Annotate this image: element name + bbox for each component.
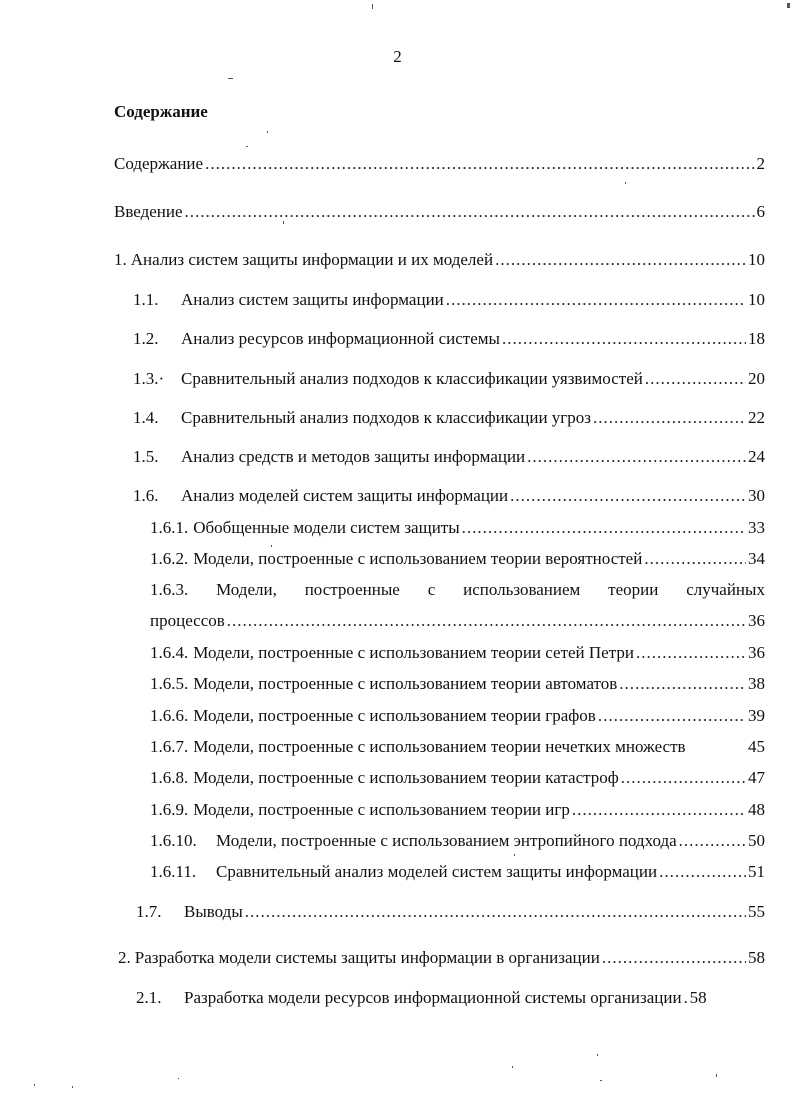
leader-dots bbox=[684, 986, 688, 1010]
toc-entry-1-6-5 bbox=[150, 672, 765, 696]
toc-page: 39 bbox=[748, 706, 765, 725]
toc-page: 34 bbox=[748, 549, 765, 568]
leader-dots bbox=[679, 829, 746, 853]
leader-dots bbox=[205, 152, 754, 176]
toc-number: 1.6.2. bbox=[150, 549, 189, 568]
toc-entry-1-6-3-line2 bbox=[150, 609, 765, 633]
toc-title: Модели, построенные с использованием теории автоматов bbox=[193, 674, 618, 693]
toc-number: 1.6.3. bbox=[150, 580, 189, 599]
toc-title: Введение bbox=[114, 202, 183, 221]
scan-speck bbox=[34, 1084, 35, 1086]
leader-dots bbox=[621, 766, 746, 790]
toc-entry-1-6-7 bbox=[150, 735, 765, 759]
leader-dots bbox=[185, 200, 755, 224]
toc-entry-1-3 bbox=[133, 367, 765, 391]
leader-dots bbox=[602, 946, 746, 970]
leader-dots bbox=[593, 406, 746, 430]
toc-page: 50 bbox=[748, 831, 765, 850]
toc-entry-1-4 bbox=[133, 406, 765, 430]
toc-title: Сравнительный анализ подходов к классификации уязвимостей bbox=[181, 369, 643, 388]
leader-dots bbox=[462, 516, 746, 540]
toc-title: Анализ ресурсов информационной системы bbox=[181, 329, 500, 348]
toc-page: 51 bbox=[748, 862, 765, 881]
toc-page: 6 bbox=[756, 202, 765, 221]
leader-dots bbox=[495, 248, 746, 272]
toc-title: Модели, построенные с использованием теории сетей Петри bbox=[193, 643, 634, 662]
toc-entry-1-6-4 bbox=[150, 641, 765, 665]
leader-dots bbox=[227, 609, 746, 633]
toc-title: Сравнительный анализ моделей систем защиты информации bbox=[216, 862, 658, 881]
toc-number: 2. bbox=[118, 948, 131, 967]
toc-page: 36 bbox=[748, 611, 765, 630]
toc-page: 22 bbox=[748, 408, 765, 427]
toc-page: 45 bbox=[748, 737, 765, 756]
toc-entry-1-6-3-line1 bbox=[150, 578, 765, 602]
toc-number: 1. bbox=[114, 250, 127, 269]
toc-entry-introduction bbox=[114, 200, 765, 224]
leader-dots bbox=[572, 798, 746, 822]
toc-entry-1-2 bbox=[133, 327, 765, 351]
toc-title: Модели, построенные с использованием теории нечетких множеств bbox=[193, 737, 686, 756]
leader-dots bbox=[644, 547, 746, 571]
leader-dots bbox=[527, 445, 746, 469]
toc-number: 1.6. bbox=[133, 486, 159, 505]
leader-dots bbox=[598, 704, 746, 728]
toc-title: Анализ средств и методов защиты информации bbox=[181, 447, 526, 466]
toc-title: процессов bbox=[150, 611, 225, 630]
toc-page: 18 bbox=[748, 329, 765, 348]
toc-title: Разработка модели системы защиты информации в организации bbox=[134, 948, 600, 967]
toc-title: Модели, построенные с использованием теории катастроф bbox=[193, 768, 619, 787]
toc-number: 1.5. bbox=[133, 447, 159, 466]
toc-number: 1.6.9. bbox=[150, 800, 189, 819]
toc-entry-1-1 bbox=[133, 288, 765, 312]
toc-number: 1.6.6. bbox=[150, 706, 189, 725]
toc-entry-1-6-1 bbox=[150, 516, 765, 540]
scan-speck bbox=[72, 1086, 73, 1088]
toc-entry-1-6-6 bbox=[150, 704, 765, 728]
toc-number: 1.7. bbox=[136, 902, 162, 921]
leader-dots bbox=[510, 484, 746, 508]
toc-title: Разработка модели ресурсов информационной системы организации bbox=[184, 988, 682, 1007]
toc-number: 1.6.4. bbox=[150, 643, 189, 662]
scan-speck bbox=[787, 3, 790, 8]
toc-word: случайных bbox=[686, 580, 765, 599]
toc-entry-1-5 bbox=[133, 445, 765, 469]
toc-page: 58 bbox=[748, 948, 765, 967]
toc-title: Анализ систем защиты информации bbox=[181, 290, 444, 309]
toc-title: Сравнительный анализ подходов к классификации угроз bbox=[181, 408, 591, 427]
toc-title: Анализ моделей систем защиты информации bbox=[181, 486, 509, 505]
toc-page: 20 bbox=[748, 369, 765, 388]
toc-page: 10 bbox=[748, 290, 765, 309]
toc-title: Модели, построенные с использованием энтропийного подхода bbox=[216, 831, 677, 850]
toc-number: 1.2. bbox=[133, 329, 159, 348]
toc-page: 58 bbox=[689, 988, 707, 1007]
scan-speck bbox=[514, 854, 515, 856]
toc-title: Анализ систем защиты информации и их моделей bbox=[130, 250, 494, 269]
toc-entry-1-6-10 bbox=[150, 829, 765, 853]
toc-heading: Содержание bbox=[114, 102, 208, 121]
toc-number: 1.4. bbox=[133, 408, 159, 427]
toc-title: Содержание bbox=[114, 154, 204, 173]
toc-title: Обобщенные модели систем защиты bbox=[193, 518, 460, 537]
toc-page: 55 bbox=[748, 902, 765, 921]
leader-dots bbox=[636, 641, 746, 665]
toc-page: 2 bbox=[756, 154, 765, 173]
leader-dots bbox=[502, 327, 746, 351]
toc-entry-contents bbox=[114, 152, 765, 176]
toc-entry-chapter-1 bbox=[114, 248, 765, 272]
leader-dots bbox=[659, 860, 746, 884]
scan-speck bbox=[600, 1080, 602, 1081]
toc-number: 2.1. bbox=[136, 988, 162, 1007]
toc-number: 1.6.11. bbox=[150, 862, 197, 881]
toc-entry-1-6-11 bbox=[150, 860, 765, 884]
toc-entry-1-6-9 bbox=[150, 798, 765, 822]
toc-page: 36 bbox=[748, 643, 765, 662]
page-number: 2 bbox=[393, 47, 402, 66]
toc-entry-1-6-8 bbox=[150, 766, 765, 790]
scan-speck bbox=[178, 1078, 179, 1079]
toc-number: 1.6.7. bbox=[150, 737, 189, 756]
toc-entry-2-1 bbox=[136, 986, 765, 1010]
toc-number: 1.6.8. bbox=[150, 768, 189, 787]
scan-speck bbox=[267, 131, 268, 133]
leader-dots bbox=[446, 288, 746, 312]
toc-page: 38 bbox=[748, 674, 765, 693]
toc-number: 1.6.5. bbox=[150, 674, 189, 693]
scan-speck bbox=[246, 146, 248, 147]
leader-dots bbox=[245, 900, 746, 924]
scan-speck bbox=[228, 78, 233, 79]
toc-entry-1-6-2 bbox=[150, 547, 765, 571]
toc-number: 1.6.10. bbox=[150, 831, 197, 850]
toc-title: Модели, построенные с использованием теории игр bbox=[193, 800, 570, 819]
toc-word: с bbox=[427, 580, 436, 599]
toc-entry-1-6 bbox=[133, 484, 765, 508]
toc-page: 33 bbox=[748, 518, 765, 537]
toc-title: Модели, построенные с использованием теории вероятностей bbox=[193, 549, 643, 568]
toc-page: 30 bbox=[748, 486, 765, 505]
leader-dots bbox=[619, 672, 746, 696]
toc-entry-1-7 bbox=[136, 900, 765, 924]
scan-speck bbox=[716, 1074, 717, 1077]
leader-dots bbox=[645, 367, 746, 391]
toc-word: использованием bbox=[463, 580, 581, 599]
toc-page: 24 bbox=[748, 447, 765, 466]
toc-number: 1.3.· bbox=[133, 369, 165, 388]
toc-number: 1.1. bbox=[133, 290, 159, 309]
toc-title: Выводы bbox=[184, 902, 243, 921]
toc-title: Модели, построенные с использованием теории графов bbox=[193, 706, 596, 725]
scan-speck bbox=[372, 4, 373, 9]
toc-word: теории bbox=[608, 580, 659, 599]
scan-speck bbox=[625, 182, 626, 184]
scan-speck bbox=[271, 545, 272, 547]
toc-word: построенные bbox=[304, 580, 400, 599]
toc-page: 47 bbox=[748, 768, 765, 787]
toc-word: Модели, bbox=[216, 580, 277, 599]
toc-number: 1.6.1. bbox=[150, 518, 189, 537]
scan-speck bbox=[283, 221, 284, 224]
scan-speck bbox=[512, 1066, 513, 1068]
scan-speck bbox=[597, 1054, 598, 1056]
toc-page: 10 bbox=[748, 250, 765, 269]
toc-entry-chapter-2 bbox=[118, 946, 765, 970]
toc-page: 48 bbox=[748, 800, 765, 819]
